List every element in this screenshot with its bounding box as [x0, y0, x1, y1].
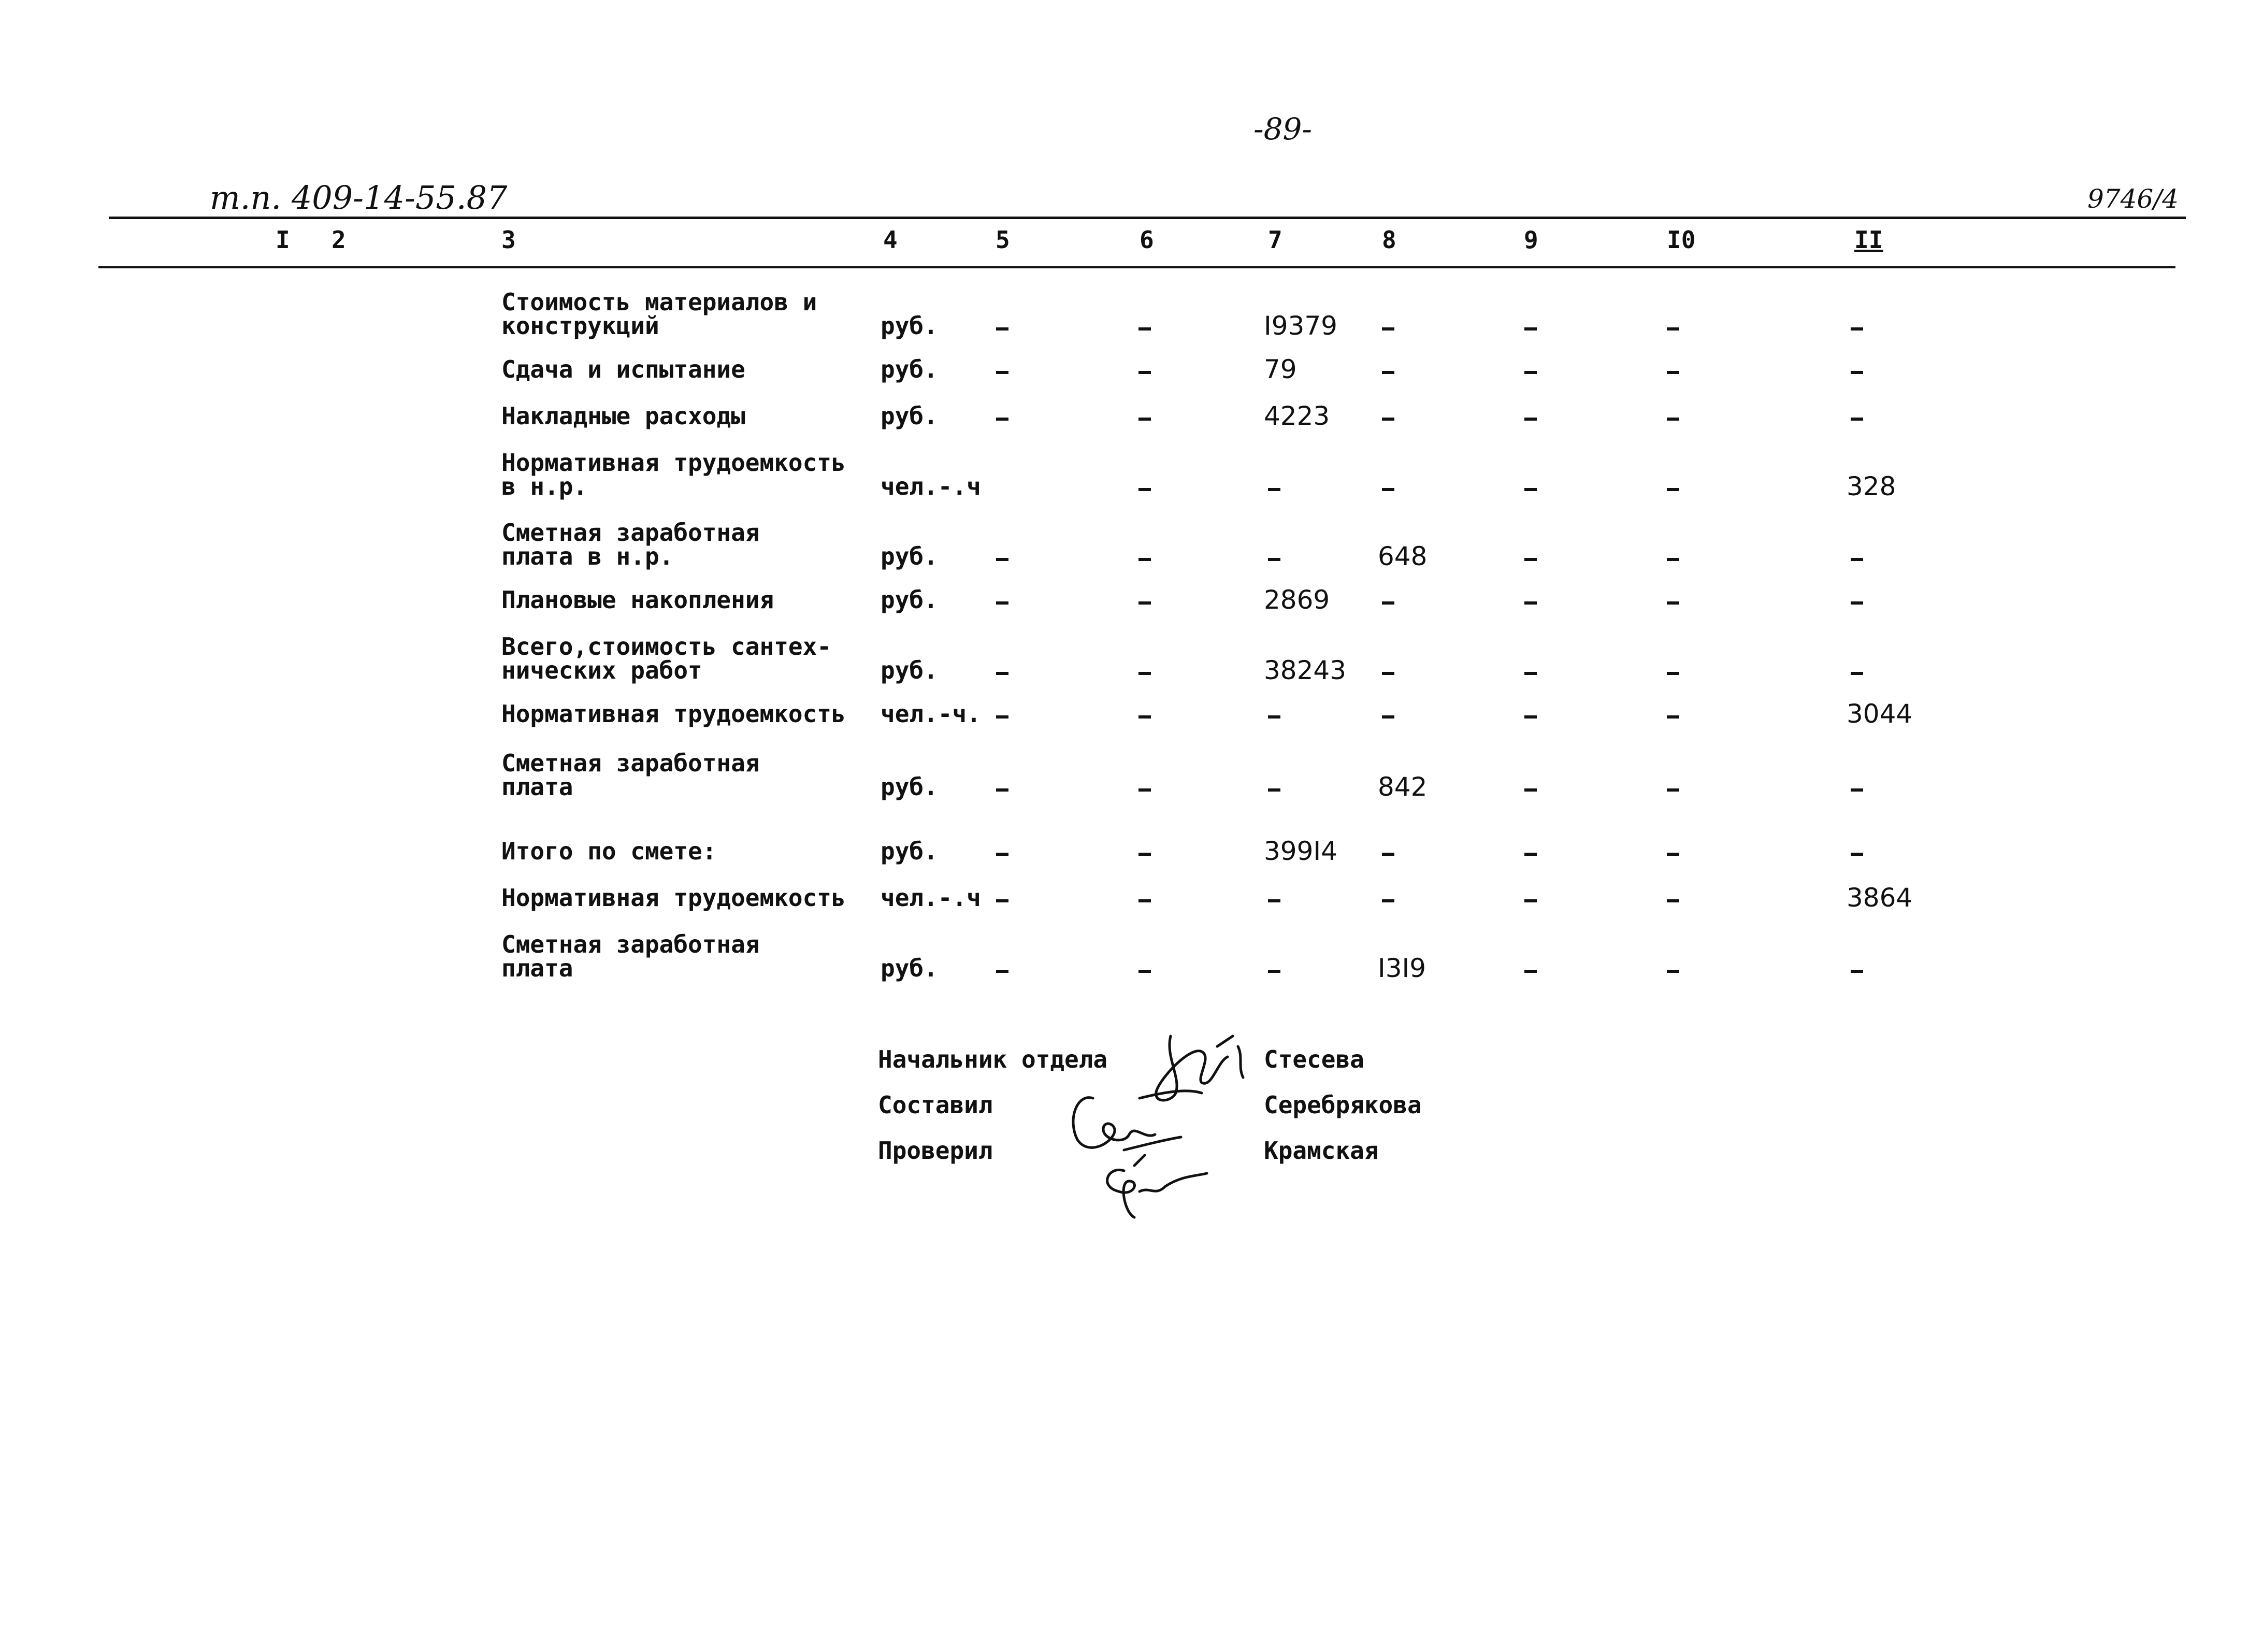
empty-cell-dash: [1667, 558, 1679, 561]
empty-cell-dash: [1667, 788, 1679, 792]
top-rule: [109, 217, 2186, 219]
empty-cell-dash: [1138, 418, 1151, 421]
empty-cell-dash: [1851, 853, 1863, 856]
row-label: Плановые накопления: [501, 586, 774, 614]
empty-cell-dash: [1268, 970, 1280, 973]
empty-cell-dash: [1138, 715, 1151, 719]
empty-cell-dash: [1268, 715, 1280, 719]
row-unit: руб.: [881, 656, 938, 684]
empty-cell-dash: [1667, 970, 1679, 973]
empty-cell-dash: [1524, 788, 1537, 792]
empty-cell-dash: [1138, 327, 1151, 331]
empty-cell-dash: [1524, 327, 1537, 331]
column-header: 6: [1140, 226, 1154, 254]
cell-value: 79: [1264, 354, 1297, 384]
empty-cell-dash: [1138, 970, 1151, 973]
column-header: I: [276, 226, 290, 254]
empty-cell-dash: [996, 558, 1008, 561]
row-unit: чел.-.ч: [881, 884, 981, 912]
empty-cell-dash: [1851, 672, 1863, 675]
empty-cell-dash: [996, 853, 1008, 856]
row-unit: чел.-.ч: [881, 472, 981, 500]
row-label: Нормативная трудоемкость: [501, 700, 846, 728]
empty-cell-dash: [996, 715, 1008, 719]
column-header: 2: [331, 226, 346, 254]
empty-cell-dash: [1851, 601, 1863, 605]
empty-cell-dash: [996, 418, 1008, 421]
empty-cell-dash: [996, 899, 1008, 902]
signature-role: Начальник отдела: [878, 1045, 1108, 1073]
row-unit: руб.: [881, 312, 938, 340]
row-label: Накладные расходы: [501, 402, 745, 430]
empty-cell-dash: [996, 371, 1008, 374]
empty-cell-dash: [1138, 601, 1151, 605]
document-reference: 9746/4: [2087, 184, 2179, 214]
cell-value: 399I4: [1264, 836, 1337, 866]
empty-cell-dash: [1524, 853, 1537, 856]
handwritten-signatures: [1046, 1015, 1264, 1223]
empty-cell-dash: [1138, 788, 1151, 792]
empty-cell-dash: [1138, 558, 1151, 561]
column-header: 8: [1382, 226, 1396, 254]
empty-cell-dash: [1667, 601, 1679, 605]
empty-cell-dash: [1851, 788, 1863, 792]
row-label: Итого по смете:: [501, 837, 717, 865]
empty-cell-dash: [996, 672, 1008, 675]
cell-value: 3044: [1847, 699, 1913, 729]
empty-cell-dash: [1524, 601, 1537, 605]
empty-cell-dash: [1382, 327, 1394, 331]
empty-cell-dash: [1524, 488, 1537, 491]
empty-cell-dash: [1382, 371, 1394, 374]
empty-cell-dash: [996, 327, 1008, 331]
empty-cell-dash: [1667, 853, 1679, 856]
empty-cell-dash: [1382, 672, 1394, 675]
column-header: 9: [1524, 226, 1538, 254]
empty-cell-dash: [1667, 672, 1679, 675]
header-bottom-rule: [98, 266, 2175, 268]
empty-cell-dash: [1667, 488, 1679, 491]
signature-role: Составил: [878, 1091, 993, 1119]
cell-value: 4223: [1264, 401, 1330, 431]
empty-cell-dash: [1138, 899, 1151, 902]
signature-name: Серебрякова: [1264, 1091, 1422, 1119]
column-header: 7: [1268, 226, 1282, 254]
column-header: I0: [1667, 226, 1696, 254]
empty-cell-dash: [1524, 558, 1537, 561]
cell-value: 2869: [1264, 585, 1330, 615]
row-unit: руб.: [881, 773, 938, 801]
empty-cell-dash: [1667, 418, 1679, 421]
empty-cell-dash: [996, 970, 1008, 973]
empty-cell-dash: [1851, 970, 1863, 973]
page-number: -89-: [1253, 111, 1312, 147]
empty-cell-dash: [1851, 327, 1863, 331]
row-label: Сметная заработная плата: [501, 749, 760, 801]
row-unit: руб.: [881, 402, 938, 430]
row-label: Нормативная трудоемкость в н.р.: [501, 449, 846, 500]
empty-cell-dash: [1524, 970, 1537, 973]
empty-cell-dash: [1138, 672, 1151, 675]
column-header: 4: [883, 226, 898, 254]
row-label: Сметная заработная плата в н.р.: [501, 519, 760, 570]
empty-cell-dash: [1524, 899, 1537, 902]
empty-cell-dash: [1138, 371, 1151, 374]
row-label: Сдача и испытание: [501, 355, 745, 383]
empty-cell-dash: [1851, 418, 1863, 421]
signature-name: Стесева: [1264, 1045, 1364, 1073]
empty-cell-dash: [1524, 371, 1537, 374]
empty-cell-dash: [1667, 327, 1679, 331]
empty-cell-dash: [1268, 558, 1280, 561]
row-label: Стоимость материалов и конструкций: [501, 288, 817, 340]
document-code: т.п. 409-14-55.87: [210, 179, 508, 217]
empty-cell-dash: [1138, 853, 1151, 856]
row-label: Нормативная трудоемкость: [501, 884, 846, 912]
cell-value: 38243: [1264, 655, 1347, 685]
empty-cell-dash: [1851, 558, 1863, 561]
empty-cell-dash: [1382, 488, 1394, 491]
row-unit: руб.: [881, 586, 938, 614]
empty-cell-dash: [1524, 418, 1537, 421]
empty-cell-dash: [1382, 601, 1394, 605]
empty-cell-dash: [1268, 788, 1280, 792]
cell-value: 842: [1378, 772, 1428, 802]
cell-value: I3I9: [1378, 953, 1426, 983]
row-unit: руб.: [881, 355, 938, 383]
signature-role: Проверил: [878, 1137, 993, 1165]
row-label: Сметная заработная плата: [501, 930, 760, 982]
cell-value: 648: [1378, 541, 1428, 571]
row-unit: руб.: [881, 837, 938, 865]
empty-cell-dash: [1268, 488, 1280, 491]
empty-cell-dash: [1851, 371, 1863, 374]
empty-cell-dash: [1382, 853, 1394, 856]
cell-value: 328: [1847, 471, 1896, 501]
empty-cell-dash: [1667, 715, 1679, 719]
row-unit: чел.-ч.: [881, 700, 981, 728]
empty-cell-dash: [996, 601, 1008, 605]
empty-cell-dash: [996, 788, 1008, 792]
empty-cell-dash: [1382, 899, 1394, 902]
empty-cell-dash: [1382, 418, 1394, 421]
cell-value: I9379: [1264, 311, 1337, 341]
signature-name: Крамская: [1264, 1137, 1379, 1165]
empty-cell-dash: [1524, 672, 1537, 675]
cell-value: 3864: [1847, 883, 1913, 913]
row-unit: руб.: [881, 542, 938, 570]
column-header: 5: [996, 226, 1010, 254]
row-unit: руб.: [881, 954, 938, 982]
column-header: 3: [501, 226, 516, 254]
empty-cell-dash: [1138, 488, 1151, 491]
empty-cell-dash: [1667, 899, 1679, 902]
empty-cell-dash: [1524, 715, 1537, 719]
empty-cell-dash: [1268, 899, 1280, 902]
empty-cell-dash: [1667, 371, 1679, 374]
column-header: II: [1854, 226, 1883, 254]
empty-cell-dash: [1382, 715, 1394, 719]
row-label: Всего,стоимость сантех- нических работ: [501, 633, 831, 684]
